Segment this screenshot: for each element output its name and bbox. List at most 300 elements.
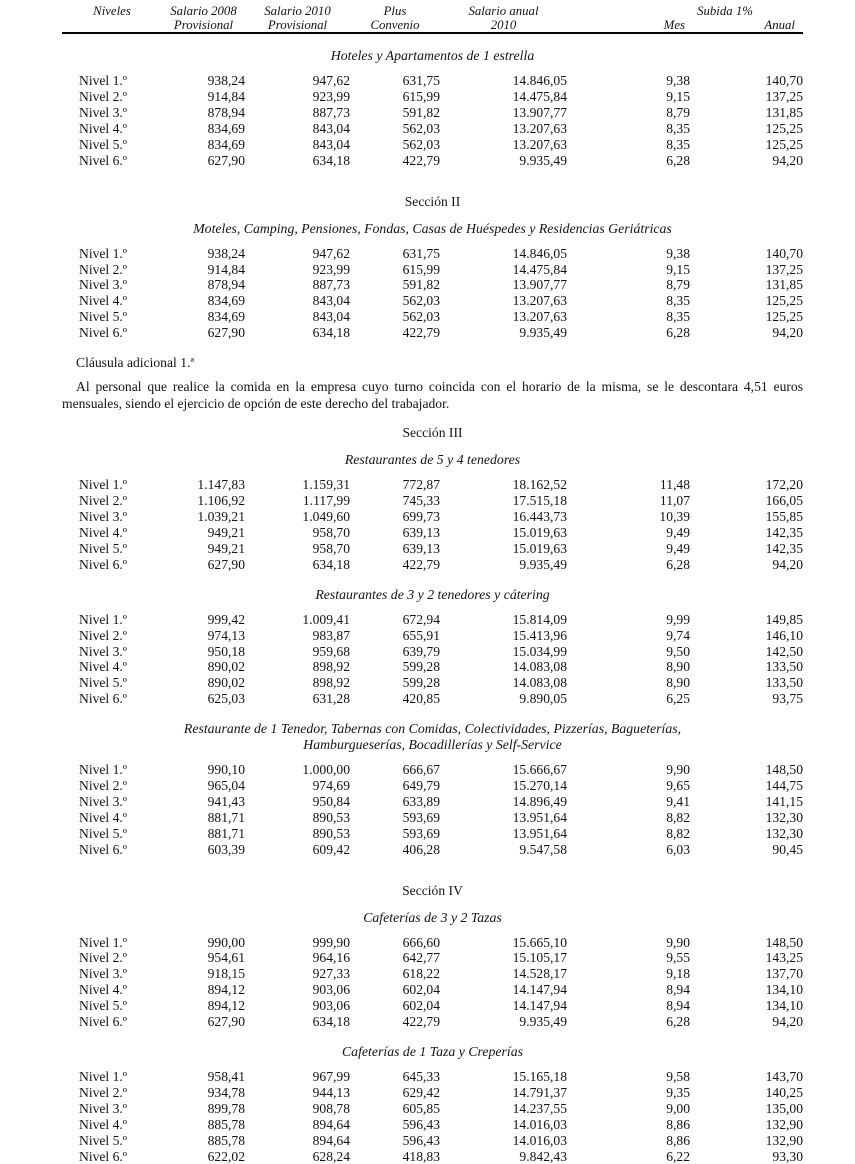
plus-convenio-value: 420,85 [402,691,440,707]
salario-2008-value: 934,78 [207,1084,245,1100]
salario-2008-value: 834,69 [207,136,245,152]
salario-anual-value: 9.842,43 [519,1148,567,1164]
salario-2008-value: 954,61 [207,950,245,966]
table-row [62,137,803,153]
table-row [62,325,803,341]
salario-2008-value: 1.147,83 [197,477,245,493]
table-title-line: Moteles, Camping, Pensiones, Fondas, Casas de Huéspedes y Residencias Geriátricas [193,220,672,236]
subida-anual-value: 146,10 [765,627,803,643]
plus-convenio-value: 645,33 [402,1069,440,1084]
salario-anual-value: 15.105,17 [512,950,567,966]
salario-anual-value: 14.791,37 [512,1084,567,1100]
plus-convenio-value: 602,04 [402,982,440,998]
salario-2010-value: 958,70 [312,524,350,540]
salary-table [62,762,803,857]
table-row [62,246,803,262]
level-label: Nivel 1.º [79,245,128,261]
salario-anual-value: 17.515,18 [512,493,567,509]
salario-anual-value: 9.935,49 [519,556,567,572]
table-title-line: Restaurantes de 3 y 2 tenedores y cátering [315,586,550,602]
salario-anual-value: 13.951,64 [512,825,567,841]
salario-2010-value: 999,90 [312,934,350,950]
salario-2010-value: 1.117,99 [302,493,350,509]
table-row [62,89,803,105]
plus-convenio-value: 418,83 [402,1148,440,1164]
clause-heading: Cláusula adicional 1.ª [76,355,195,371]
plus-convenio-value: 562,03 [402,120,440,136]
plus-convenio-value: 629,42 [402,1084,440,1100]
plus-convenio-value: 633,89 [402,793,440,809]
subida-anual-value: 90,45 [772,841,803,857]
table-row [62,541,803,557]
subida-mes-value: 9,65 [666,778,690,794]
salario-2010-value: 634,18 [312,1014,350,1030]
subida-anual-value: 137,25 [765,261,803,277]
table-title [62,587,803,603]
salario-anual-value: 14.846,05 [512,245,567,261]
salary-table [62,73,803,168]
salario-anual-value: 9.935,49 [519,325,567,341]
salario-2008-value: 625,03 [207,691,245,707]
salario-anual-value: 15.165,18 [512,1069,567,1084]
salario-2008-value: 950,18 [207,643,245,659]
salario-2008-value: 885,78 [207,1116,245,1132]
salario-2010-value: 1.000,00 [302,762,350,778]
section-heading: Sección III [402,425,463,441]
table-row [62,73,803,89]
table-row [62,612,803,628]
salario-2010-value: 958,70 [312,540,350,556]
level-label: Nivel 6.º [79,841,128,857]
salario-2010-value: 843,04 [312,293,350,309]
subida-mes-value: 8,94 [666,998,690,1014]
salary-table [62,935,803,1030]
salario-2008-value: 622,02 [207,1148,245,1164]
table-row [62,493,803,509]
level-label: Nivel 3.º [79,966,128,982]
plus-convenio-value: 602,04 [402,998,440,1014]
table-row [62,644,803,660]
subida-anual-value: 134,10 [765,982,803,998]
subida-mes-value: 9,15 [666,89,690,105]
salario-anual-value: 9.935,49 [519,1014,567,1030]
subida-mes-value: 8,79 [666,277,690,293]
table-row [62,966,803,982]
table-row [62,810,803,826]
salario-2010-value: 898,92 [312,659,350,675]
plus-convenio-value: 642,77 [402,950,440,966]
plus-convenio-value: 605,85 [402,1100,440,1116]
level-label: Nivel 2.º [79,627,128,643]
subida-mes-value: 9,58 [666,1069,690,1084]
salario-2008-value: 918,15 [207,966,245,982]
salario-2008-value: 890,02 [207,675,245,691]
salario-anual-value: 15.019,63 [512,524,567,540]
subida-anual-value: 143,25 [765,950,803,966]
table-row [62,262,803,278]
salary-table [62,246,803,341]
salary-section [62,425,803,572]
subida-mes-value: 8,35 [666,136,690,152]
subida-mes-value: 8,90 [666,659,690,675]
document-page [62,5,803,1164]
plus-convenio-value: 631,75 [402,73,440,89]
level-label: Nivel 4.º [79,120,128,136]
subida-mes-value: 9,18 [666,966,690,982]
salary-section [62,883,803,1030]
salario-2008-value: 990,00 [207,934,245,950]
salario-anual-value: 15.665,10 [512,934,567,950]
table-row [62,1069,803,1085]
salario-2010-value: 843,04 [312,120,350,136]
level-label: Nivel 2.º [79,950,128,966]
subida-anual-value: 137,70 [765,966,803,982]
level-label: Nivel 1.º [79,762,128,778]
header-line-2 [62,19,803,34]
table-row [62,309,803,325]
level-label: Nivel 2.º [79,493,128,509]
salario-2010-value: 1.049,60 [302,509,350,525]
level-label: Nivel 6.º [79,1148,128,1164]
salario-2010-value: 890,53 [312,809,350,825]
salario-anual-value: 9.547,58 [519,841,567,857]
subida-mes-value: 8,82 [666,825,690,841]
salario-2008-value: 938,24 [207,73,245,89]
level-label: Nivel 4.º [79,659,128,675]
salario-2008-value: 894,12 [207,998,245,1014]
level-label: Nivel 3.º [79,1100,128,1116]
table-row [62,794,803,810]
salario-2010-value: 894,64 [312,1116,350,1132]
col-header-plus: Plus [383,4,407,18]
salario-2008-value: 999,42 [207,611,245,627]
col-header-plus-sub: Convenio [370,17,420,32]
subida-mes-value: 8,82 [666,809,690,825]
salario-anual-value: 15.019,63 [512,540,567,556]
subida-anual-value: 131,85 [765,105,803,120]
salario-2008-value: 914,84 [207,89,245,105]
salario-2010-value: 634,18 [312,325,350,341]
plus-convenio-value: 745,33 [402,493,440,509]
col-header-salario-2008: Salario 2008 [170,4,237,18]
salario-2010-value: 887,73 [312,105,350,120]
salario-2008-value: 958,41 [207,1069,245,1084]
subida-anual-value: 148,50 [765,934,803,950]
salario-2010-value: 959,68 [312,643,350,659]
subida-mes-value: 8,35 [666,120,690,136]
level-label: Nivel 1.º [79,73,128,89]
salario-anual-value: 9.935,49 [519,152,567,168]
salario-anual-value: 15.666,67 [512,762,567,778]
level-label: Nivel 4.º [79,809,128,825]
level-label: Nivel 2.º [79,778,128,794]
table-title [62,452,803,468]
plus-convenio-value: 772,87 [402,477,440,493]
plus-convenio-value: 615,99 [402,261,440,277]
table-title-line: Cafeterías de 3 y 2 Tazas [363,909,502,925]
salary-section [62,194,803,341]
column-header-table [62,5,803,34]
salario-2008-value: 878,94 [207,105,245,120]
salary-table [62,477,803,572]
salario-anual-value: 18.162,52 [512,477,567,493]
plus-convenio-value: 631,75 [402,245,440,261]
level-label: Nivel 5.º [79,309,128,325]
subida-anual-value: 94,20 [772,152,803,168]
table-title-line: Restaurantes de 5 y 4 tenedores [344,452,521,468]
subida-anual-value: 142,50 [765,643,803,659]
subida-anual-value: 131,85 [765,277,803,293]
plus-convenio-value: 639,13 [402,524,440,540]
plus-convenio-value: 639,79 [402,643,440,659]
subida-anual-value: 166,05 [765,493,803,509]
salario-anual-value: 15.270,14 [512,778,567,794]
salario-2010-value: 964,16 [312,950,350,966]
table-row [62,659,803,675]
table-row [62,1133,803,1149]
salario-2010-value: 631,28 [312,691,350,707]
clause-block [62,355,803,412]
salario-2010-value: 609,42 [312,841,350,857]
level-label: Nivel 5.º [79,540,128,556]
plus-convenio-value: 422,79 [402,325,440,341]
document-body [62,48,803,1164]
col-header-anual: Anual [764,17,795,32]
table-row [62,153,803,169]
subida-mes-value: 8,94 [666,982,690,998]
subida-anual-value: 149,85 [765,611,803,627]
salario-2010-value: 634,18 [312,556,350,572]
subida-mes-value: 9,00 [666,1100,690,1116]
level-label: Nivel 3.º [79,509,128,525]
table-title [62,910,803,926]
level-label: Nivel 1.º [79,611,128,627]
salary-section [62,721,803,857]
salario-2008-value: 890,02 [207,659,245,675]
level-label: Nivel 1.º [79,477,128,493]
salario-anual-value: 14.147,94 [512,982,567,998]
subida-mes-value: 6,28 [666,325,690,341]
level-label: Nivel 1.º [79,1069,128,1084]
salario-2008-value: 627,90 [207,325,245,341]
subida-anual-value: 135,00 [765,1100,803,1116]
subida-anual-value: 125,25 [765,120,803,136]
subida-anual-value: 134,10 [765,998,803,1014]
table-row [62,826,803,842]
subida-anual-value: 140,70 [765,245,803,261]
level-label: Nivel 5.º [79,1132,128,1148]
salario-anual-value: 13.951,64 [512,809,567,825]
salario-anual-value: 14.237,55 [512,1100,567,1116]
salario-2008-value: 878,94 [207,277,245,293]
plus-convenio-value: 422,79 [402,152,440,168]
table-row [62,675,803,691]
plus-convenio-value: 655,91 [402,627,440,643]
subida-mes-value: 11,07 [659,493,690,509]
subida-anual-value: 148,50 [765,762,803,778]
table-row [62,277,803,293]
salario-2010-value: 950,84 [312,793,350,809]
section-heading: Sección IV [402,882,463,898]
salario-anual-value: 15.413,96 [512,627,567,643]
subida-mes-value: 8,35 [666,309,690,325]
section-heading: Sección II [404,193,461,209]
table-row [62,1149,803,1164]
salario-2010-value: 887,73 [312,277,350,293]
salario-anual-value: 14.528,17 [512,966,567,982]
subida-mes-value: 9,55 [666,950,690,966]
subida-mes-value: 6,25 [666,691,690,707]
salario-anual-value: 16.443,73 [512,509,567,525]
subida-mes-value: 9,15 [666,261,690,277]
level-label: Nivel 6.º [79,1014,128,1030]
level-label: Nivel 3.º [79,793,128,809]
salario-2010-value: 890,53 [312,825,350,841]
level-label: Nivel 6.º [79,325,128,341]
table-row [62,105,803,121]
subida-mes-value: 8,86 [666,1116,690,1132]
plus-convenio-value: 618,22 [402,966,440,982]
subida-anual-value: 94,20 [772,1014,803,1030]
level-label: Nivel 2.º [79,1084,128,1100]
subida-mes-value: 6,28 [666,1014,690,1030]
table-row [62,1085,803,1101]
subida-mes-value: 9,90 [666,762,690,778]
table-row [62,998,803,1014]
salario-anual-value: 15.034,99 [512,643,567,659]
salario-2010-value: 1.159,31 [302,477,350,493]
salario-2010-value: 894,64 [312,1132,350,1148]
subida-anual-value: 132,90 [765,1132,803,1148]
level-label: Nivel 1.º [79,934,128,950]
salario-2008-value: 894,12 [207,982,245,998]
salario-2010-value: 903,06 [312,982,350,998]
salario-2008-value: 949,21 [207,540,245,556]
salario-2008-value: 834,69 [207,120,245,136]
salario-anual-value: 13.207,63 [512,136,567,152]
level-label: Nivel 6.º [79,556,128,572]
salario-2008-value: 974,13 [207,627,245,643]
level-label: Nivel 6.º [79,152,128,168]
subida-mes-value: 6,28 [666,556,690,572]
subida-mes-value: 9,38 [666,73,690,89]
subida-anual-value: 132,30 [765,809,803,825]
level-label: Nivel 4.º [79,293,128,309]
salario-2008-value: 990,10 [207,762,245,778]
subida-anual-value: 125,25 [765,293,803,309]
plus-convenio-value: 562,03 [402,293,440,309]
subida-anual-value: 143,70 [765,1069,803,1084]
plus-convenio-value: 422,79 [402,556,440,572]
level-label: Nivel 2.º [79,89,128,105]
plus-convenio-value: 406,28 [402,841,440,857]
table-row [62,293,803,309]
salario-anual-value: 13.207,63 [512,293,567,309]
salary-section [62,587,803,707]
plus-convenio-value: 639,13 [402,540,440,556]
plus-convenio-value: 591,82 [402,277,440,293]
level-label: Nivel 4.º [79,524,128,540]
subida-mes-value: 6,28 [666,152,690,168]
salary-section [62,1044,803,1164]
salario-2008-value: 627,90 [207,152,245,168]
subida-anual-value: 125,25 [765,136,803,152]
salario-anual-value: 14.016,03 [512,1116,567,1132]
table-row [62,691,803,707]
subida-anual-value: 141,15 [765,793,803,809]
plus-convenio-value: 666,60 [402,934,440,950]
plus-convenio-value: 596,43 [402,1132,440,1148]
col-header-salario-anual: Salario anual [468,4,539,18]
salario-anual-value: 13.907,77 [512,277,567,293]
salario-2008-value: 941,43 [207,793,245,809]
level-label: Nivel 2.º [79,261,128,277]
col-header-salario-2010-sub: Provisional [267,17,328,32]
subida-anual-value: 140,25 [765,1084,803,1100]
level-label: Nivel 4.º [79,1116,128,1132]
salario-2008-value: 834,69 [207,309,245,325]
table-row [62,1014,803,1030]
plus-convenio-value: 422,79 [402,1014,440,1030]
level-label: Nivel 5.º [79,825,128,841]
level-label: Nivel 5.º [79,675,128,691]
plus-convenio-value: 599,28 [402,675,440,691]
table-row [62,525,803,541]
subida-mes-value: 9,49 [666,524,690,540]
level-label: Nivel 4.º [79,982,128,998]
table-row [62,1101,803,1117]
plus-convenio-value: 593,69 [402,825,440,841]
table-row [62,982,803,998]
subida-anual-value: 140,70 [765,73,803,89]
salario-2008-value: 1.106,92 [197,493,245,509]
salario-2010-value: 927,33 [312,966,350,982]
salario-anual-value: 13.207,63 [512,309,567,325]
table-title-line: Hamburgueserías, Bocadillerías y Self-Service [303,737,562,753]
salario-anual-value: 14.896,49 [512,793,567,809]
salario-2008-value: 603,39 [207,841,245,857]
col-header-subida-1pct: Subida 1% [697,4,753,18]
salario-2008-value: 965,04 [207,778,245,794]
subida-mes-value: 6,03 [666,841,690,857]
subida-anual-value: 93,30 [772,1148,803,1164]
subida-mes-value: 10,39 [659,509,690,525]
plus-convenio-value: 615,99 [402,89,440,105]
salario-anual-value: 14.846,05 [512,73,567,89]
salario-2010-value: 974,69 [312,778,350,794]
table-row [62,778,803,794]
level-label: Nivel 6.º [79,691,128,707]
plus-convenio-value: 596,43 [402,1116,440,1132]
salario-anual-value: 14.083,08 [512,675,567,691]
plus-convenio-value: 562,03 [402,136,440,152]
subida-mes-value: 8,79 [666,105,690,120]
subida-anual-value: 93,75 [772,691,803,707]
salario-anual-value: 14.016,03 [512,1132,567,1148]
subida-mes-value: 9,99 [666,611,690,627]
table-row [62,509,803,525]
salario-anual-value: 14.475,84 [512,261,567,277]
salario-2010-value: 944,13 [312,1084,350,1100]
col-header-niveles: Niveles [93,4,131,18]
level-label: Nivel 5.º [79,136,128,152]
table-title-line: Restaurante de 1 Tenedor, Tabernas con Comidas, Colectividades, Pizzerías, Bagueterías, [183,721,682,737]
salario-2010-value: 908,78 [312,1100,350,1116]
subida-anual-value: 142,35 [765,540,803,556]
subida-mes-value: 6,22 [666,1148,690,1164]
salary-section [62,48,803,168]
level-label: Nivel 3.º [79,105,128,120]
